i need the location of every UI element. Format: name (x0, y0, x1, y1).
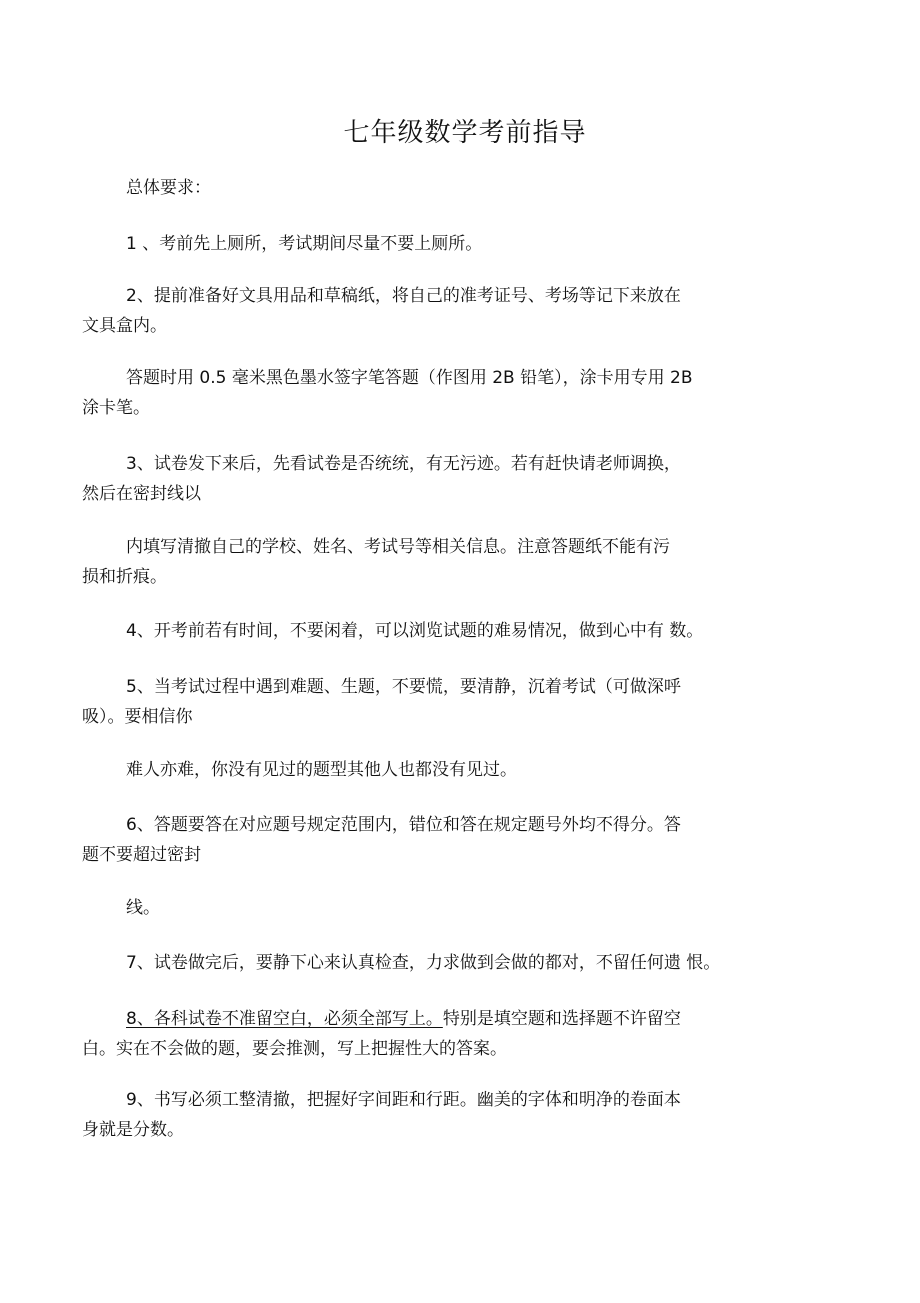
item-5-line-1: 5、当考试过程中遇到难题、生题，不要慌，要清静，沉着考试（可做深呼 (126, 677, 681, 697)
pen-note-line-2: 涂卡笔。 (82, 398, 150, 418)
item-4-line-1: 4、开考前若有时间，不要闲着，可以浏览试题的难易情况，做到心中有 数。 (126, 621, 704, 641)
item-6-line-3: 线。 (126, 898, 160, 918)
item-6-line-2: 题不要超过密封 (82, 845, 201, 865)
item-8-line-2: 白。实在不会做的题，要会推测，写上把握性大的答案。 (82, 1039, 507, 1059)
item-7-line-1: 7、试卷做完后，要静下心来认真检查，力求做到会做的都对，不留任何遗 恨。 (126, 953, 721, 973)
item-5-line-2: 吸）。要相信你 (82, 707, 193, 727)
item-3-line-2: 然后在密封线以 (82, 484, 201, 504)
item-5-line-3: 难人亦难，你没有见过的题型其他人也都没有见过。 (126, 760, 517, 780)
item-9-line-2: 身就是分数。 (82, 1120, 184, 1140)
item-9-line-1: 9、书写必须工整清撤，把握好字间距和行距。幽美的字体和明净的卷面本 (126, 1090, 681, 1110)
item-3-line-4: 损和折痕。 (82, 567, 167, 587)
item-2-line-1: 2、提前准备好文具用品和草稿纸，将自己的准考证号、考场等记下来放在 (126, 286, 681, 306)
document-title: 七年级数学考前指导 (343, 118, 587, 148)
item-1-line-1: 1 、考前先上厕所，考试期间尽量不要上厕所。 (126, 234, 483, 254)
item-8-line-1 (126, 1007, 846, 1031)
item-6-line-1: 6、答题要答在对应题号规定范围内，错位和答在规定题号外均不得分。答 (126, 815, 681, 835)
item-2-line-2: 文具盒内。 (82, 316, 167, 336)
item-3-line-1: 3、试卷发下来后，先看试卷是否统统，有无污迹。若有赶快请老师调换， (126, 454, 681, 474)
item-3-line-3: 内填写清撤自己的学校、姓名、考试号等相关信息。注意答题纸不能有污 (126, 537, 670, 557)
pen-note-line-1: 答题时用 0.5 毫米黑色墨水签字笔答题（作图用 2B 铅笔），涂卡用专用 2B (126, 368, 693, 388)
general-requirements-heading: 总体要求： (126, 178, 211, 198)
item-8-underlined-text: 8、各科试卷不准留空白，必须全部写上。 (126, 1009, 443, 1029)
item-8-continued-text: 特别是填空题和选择题不许留空 (442, 1009, 681, 1029)
